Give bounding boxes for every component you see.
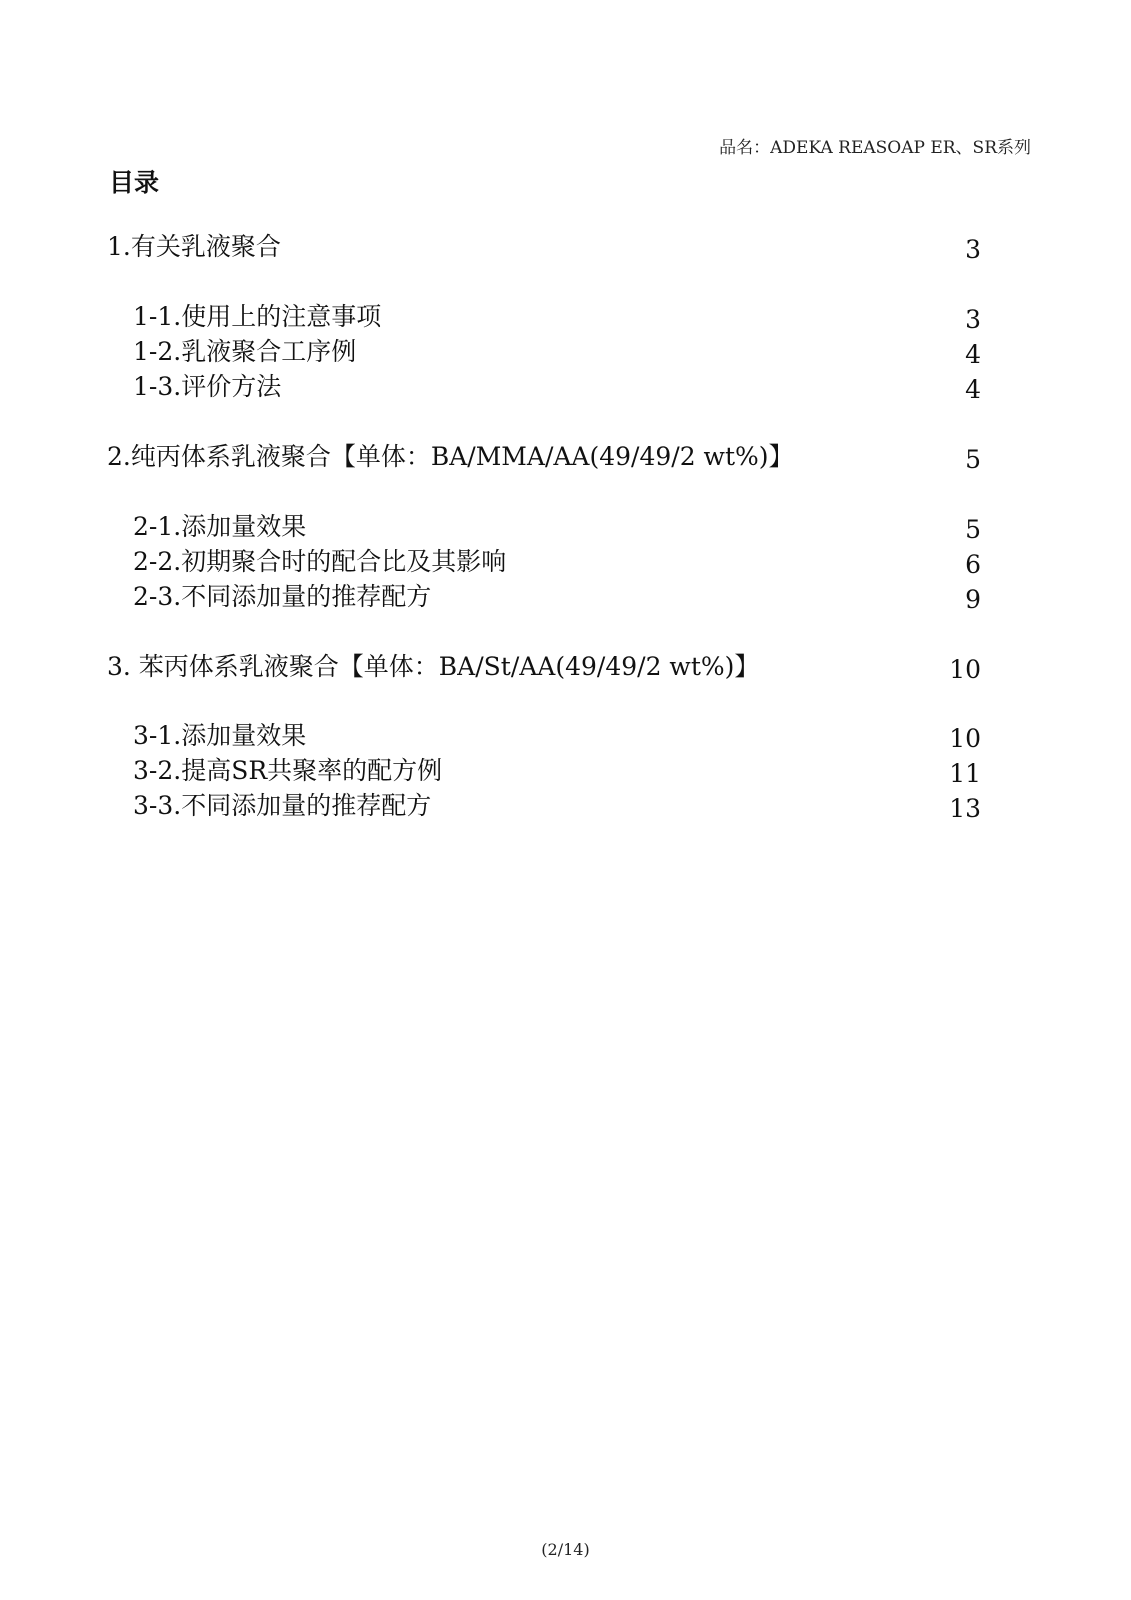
toc-entry-label: 2-2.初期聚合时的配合比及其影响	[133, 547, 507, 576]
toc-entry-label: 2-1.添加量效果	[133, 512, 307, 541]
toc-entry-3-3[interactable]	[0, 789, 1131, 823]
product-name-header: 品名：ADEKA REASOAP ER、SR系列	[719, 138, 1031, 158]
toc-entry-page: 6	[965, 550, 981, 579]
toc-entry-2-3[interactable]	[0, 580, 1131, 614]
toc-entry-2-1[interactable]	[0, 510, 1131, 544]
toc-entry-label: 1-3.评价方法	[133, 372, 282, 401]
toc-entry-label: 2-3.不同添加量的推荐配方	[133, 582, 432, 611]
toc-entry-1-3[interactable]	[0, 370, 1131, 404]
toc-entry-label: 3. 苯丙体系乳液聚合【单体：BA/St/AA(49/49/2 wt%)】	[107, 652, 760, 681]
toc-entry-label: 1.有关乳液聚合	[107, 232, 281, 261]
toc-entry-page: 10	[949, 724, 981, 753]
toc-entry-3-1[interactable]	[0, 719, 1131, 753]
page-number-footer: (2/14)	[541, 1540, 590, 1559]
toc-entry-1[interactable]	[0, 230, 1131, 264]
toc-entry-label: 3-2.提高SR共聚率的配方例	[133, 756, 443, 785]
toc-entry-label: 1-1.使用上的注意事项	[133, 302, 382, 331]
toc-entry-3-2[interactable]	[0, 754, 1131, 788]
toc-entry-page: 5	[965, 515, 981, 544]
toc-entry-label: 2.纯丙体系乳液聚合【单体：BA/MMA/AA(49/49/2 wt%)】	[107, 442, 794, 471]
toc-entry-label: 3-3.不同添加量的推荐配方	[133, 791, 432, 820]
toc-entry-page: 3	[965, 305, 981, 334]
toc-entry-page: 9	[965, 585, 981, 614]
toc-entry-3[interactable]	[0, 650, 1131, 684]
toc-entry-2[interactable]	[0, 440, 1131, 474]
toc-entry-page: 13	[949, 794, 981, 823]
toc-entry-page: 4	[965, 340, 981, 369]
toc-entry-page: 3	[965, 235, 981, 264]
toc-title: 目录	[109, 168, 160, 197]
toc-entry-label: 3-1.添加量效果	[133, 721, 307, 750]
toc-entry-page: 11	[949, 759, 981, 788]
toc-entry-page: 5	[965, 445, 981, 474]
toc-entry-label: 1-2.乳液聚合工序例	[133, 337, 357, 366]
toc-entry-2-2[interactable]	[0, 545, 1131, 579]
toc-entry-1-2[interactable]	[0, 335, 1131, 369]
toc-entry-page: 4	[965, 375, 981, 404]
toc-entry-1-1[interactable]	[0, 300, 1131, 334]
toc-entry-page: 10	[949, 655, 981, 684]
